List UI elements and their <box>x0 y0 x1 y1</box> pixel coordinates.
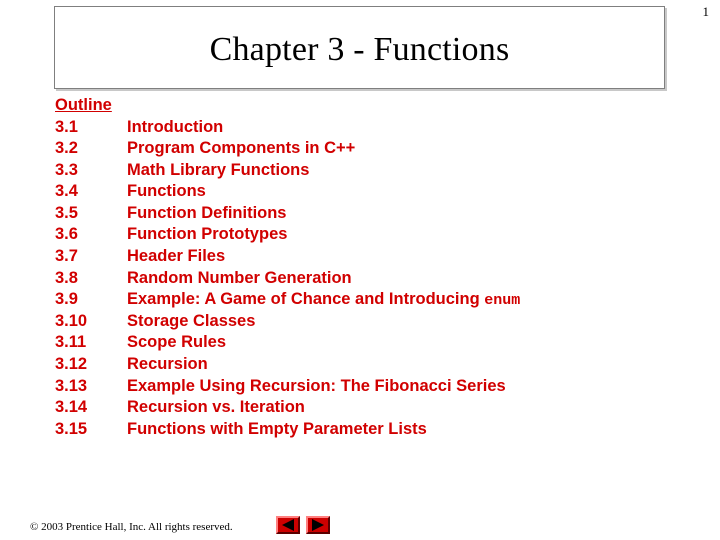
outline-item-text: Function Definitions <box>127 203 287 222</box>
slide-title: Chapter 3 - Functions <box>209 30 510 68</box>
outline <box>55 95 520 440</box>
outline-item-number: 3.13 <box>55 376 88 395</box>
outline-item-number: 3.4 <box>55 182 78 201</box>
outline-item-number: 3.15 <box>55 419 88 438</box>
outline-item-text: Math Library Functions <box>127 160 310 179</box>
outline-item <box>55 332 520 354</box>
outline-item-number: 3.1 <box>55 117 78 136</box>
outline-item <box>55 160 520 182</box>
outline-item-number: 3.9 <box>55 290 78 309</box>
outline-item-text: Function Prototypes <box>127 225 288 244</box>
outline-item <box>55 354 520 376</box>
outline-item <box>55 246 520 268</box>
outline-heading: Outline <box>55 96 112 114</box>
outline-item-number: 3.6 <box>55 225 78 244</box>
outline-item-text: Introduction <box>127 117 224 136</box>
outline-item-text <box>127 289 520 311</box>
outline-item <box>55 397 520 419</box>
outline-item-number: 3.3 <box>55 160 78 179</box>
outline-item-number: 3.10 <box>55 311 88 330</box>
slide-navigation <box>276 516 330 534</box>
outline-item-text: Random Number Generation <box>127 268 352 287</box>
outline-item-number: 3.2 <box>55 139 78 158</box>
outline-item-text: Scope Rules <box>127 333 227 352</box>
outline-item-number: 3.8 <box>55 268 78 287</box>
outline-item <box>55 224 520 246</box>
outline-item <box>55 289 520 311</box>
outline-item-text: Program Components in C++ <box>127 139 356 158</box>
outline-item-text: Header Files <box>127 247 226 266</box>
outline-item <box>55 181 520 203</box>
outline-item-text: Recursion <box>127 355 208 374</box>
outline-item-number: 3.11 <box>55 333 87 352</box>
outline-item-text: Storage Classes <box>127 311 256 330</box>
triangle-right-icon <box>310 519 326 531</box>
outline-item-code: enum <box>484 292 521 310</box>
outline-item-number: 3.7 <box>55 247 78 266</box>
next-slide-button[interactable] <box>306 516 330 534</box>
previous-slide-button[interactable] <box>276 516 300 534</box>
outline-item-number: 3.14 <box>55 398 88 417</box>
outline-item <box>55 376 520 398</box>
copyright-footer: © 2003 Prentice Hall, Inc. All rights reserved. <box>30 521 233 533</box>
triangle-left-icon <box>280 519 296 531</box>
outline-item <box>55 138 520 160</box>
outline-item-text: Functions <box>127 182 206 201</box>
page-number: 1 <box>702 4 709 19</box>
outline-item <box>55 117 520 139</box>
outline-item-number: 3.5 <box>55 203 78 222</box>
outline-item-text-main: Example: A Game of Chance and Introducing <box>127 290 480 309</box>
title-box <box>54 6 665 89</box>
outline-item <box>55 268 520 290</box>
outline-item <box>55 419 520 441</box>
outline-item-text: Recursion vs. Iteration <box>127 398 305 417</box>
outline-item-text: Functions with Empty Parameter Lists <box>127 419 427 438</box>
outline-item-number: 3.12 <box>55 355 88 374</box>
outline-item <box>55 311 520 333</box>
outline-item-text: Example Using Recursion: The Fibonacci Series <box>127 376 506 395</box>
outline-item <box>55 203 520 225</box>
